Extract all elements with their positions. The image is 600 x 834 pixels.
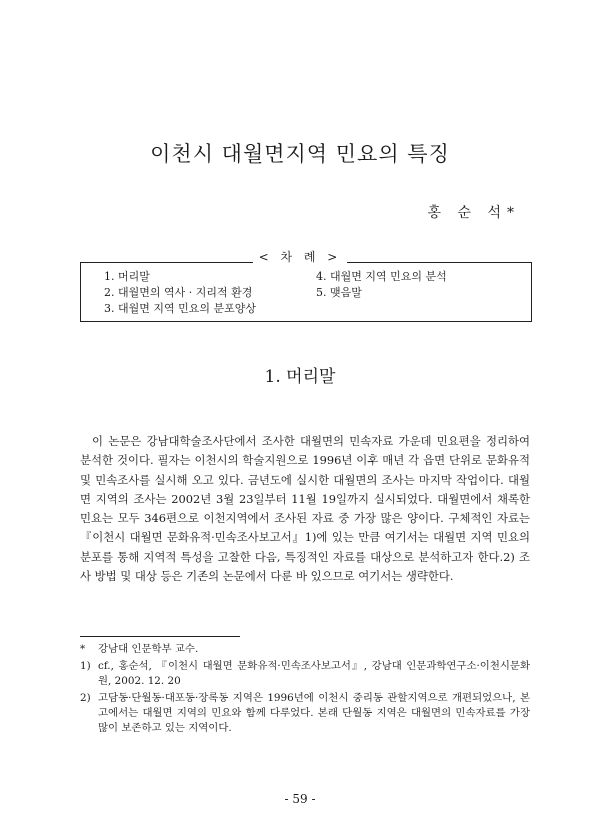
author-name: 홍 순 석*	[427, 205, 520, 221]
page-number: - 59 -	[284, 792, 316, 806]
section-heading: 1. 머리말	[264, 367, 336, 387]
paper-title: 이천시 대월면지역 민요의 특징	[150, 142, 450, 166]
toc-item: 4. 대월면 지역 민요의 분석	[316, 270, 447, 283]
toc-item: 1. 머리말	[104, 270, 150, 283]
footnote-mark: 1)	[80, 660, 91, 672]
footnote	[80, 659, 530, 689]
toc-left-column	[104, 269, 256, 317]
footnote-mark: *	[80, 643, 86, 655]
toc-item: 2. 대월면의 역사 · 지리적 환경	[104, 286, 253, 299]
footnote-text: 고담동·단월동·대포동·장록동 지역은 1996년에 이천시 중리동 관할지역으로 개편되었으나, 본고에서는 대월면 지역의 민요와 함께 다루었다. 본래 단월동 지역은 대월면의 민속자료를 가장 많이 보존하고 있는 지역이다.	[98, 692, 530, 734]
toc-item: 5. 맺음말	[316, 286, 362, 299]
body-paragraph: 이 논문은 강남대학술조사단에서 조사한 대월면의 민속자료 가운데 민요편을 정리하여 분석한 것이다. 필자는 이천시의 학술지원으로 1996년 이후 매년 각 읍면 단위로 문화유적 및 민속조사를 실시해 오고 있다. 금년도에 실시한 대월면의 조사는 마지막 작업이다. 대월면 지역의 조사는 2002년 3월 23일부터 11월 19일까지 실시되었다. 대월면에서 채록한 민요는 모두 346편으로 이천지역에서 조사된 자료 중 가장 많은 양이다. 구체적인 자료는 『이천시 대월면 문화유적·민속조사보고서』1)에 있는 만큼 여기서는 대월면 지역 민요의 분포를 통해 지역적 특성을 고찰한 다음, 특징적인 자료를 대상으로 분석하고자 한다.2) 조사 방법 및 대상 등은 기존의 논문에서 다룬 바 있으므로 여기서는 생략한다.	[80, 434, 530, 584]
toc-right-column	[316, 269, 447, 301]
footnote	[80, 691, 530, 736]
toc-heading-label: < 차 례 >	[253, 250, 348, 264]
footnote-text: cf., 홍순석, 『이천시 대월면 문화유적·민속조사보고서』, 강남대 인문과학연구소·이천시문화원, 2002. 12. 20	[98, 660, 530, 687]
footnote-text: 강남대 인문학부 교수.	[98, 643, 199, 655]
footnote-mark: 2)	[80, 692, 91, 704]
toc-heading	[0, 248, 600, 265]
footnote-divider	[80, 636, 240, 637]
footnote	[80, 642, 530, 657]
footnotes	[80, 642, 530, 738]
body-text	[80, 432, 530, 586]
toc-item: 3. 대월면 지역 민요의 분포양상	[104, 302, 256, 315]
